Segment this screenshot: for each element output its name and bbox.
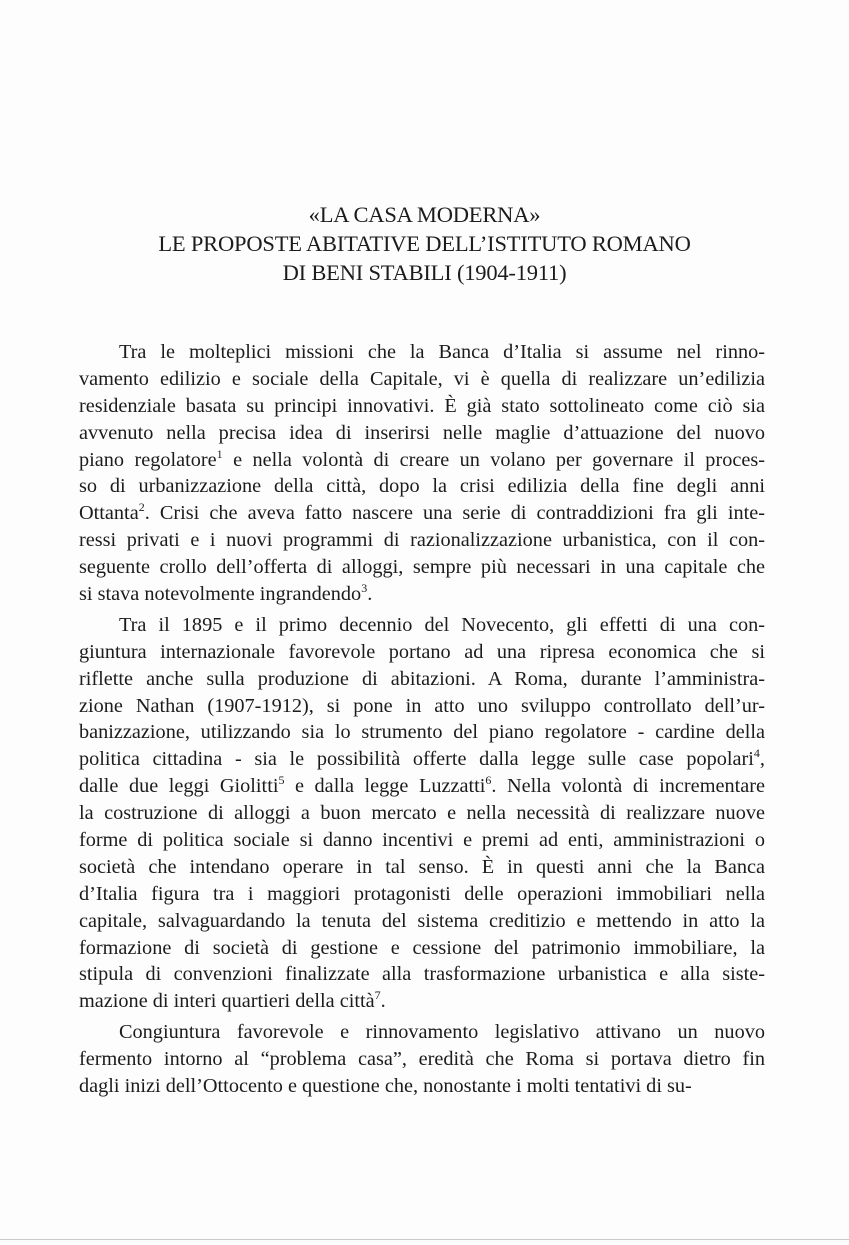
footnote-marker[interactable]: 6 [485, 773, 492, 788]
title-line-1: «LA CASA MODERNA» [308, 202, 541, 227]
text-line [79, 339, 765, 366]
text-run: . [380, 990, 386, 1013]
text-run: e nella volontà di creare un volano per governare il proces- [222, 448, 765, 471]
paragraph [79, 612, 765, 1015]
text-run: banizzazione, utilizzando sia lo strumento del piano regolatore - cardine della [79, 721, 765, 744]
text-line [79, 581, 765, 608]
text-line [79, 1073, 765, 1100]
footnote-marker[interactable]: 7 [374, 988, 381, 1003]
text-line [79, 420, 765, 447]
text-line [79, 1046, 765, 1073]
text-run: , [759, 748, 765, 771]
title-line-2: LE PROPOSTE ABITATIVE DELL’ISTITUTO ROMANO [158, 231, 691, 256]
text-line [79, 854, 765, 881]
text-line [79, 447, 765, 474]
title-line-3: DI BENI STABILI (1904-1911) [282, 260, 567, 285]
text-run: so di urbanizzazione della città, dopo la crisi edilizia della fine degli anni [79, 475, 765, 498]
text-run: stipula di convenzioni finalizzate alla trasformazione urbanistica e alla siste- [79, 963, 765, 986]
text-run: Tra il 1895 e il primo decennio del Novecento, gli effetti di una con- [119, 613, 765, 636]
text-run: dalle due leggi Giolitti [79, 775, 279, 798]
text-run: e dalla legge Luzzatti [284, 775, 486, 798]
footnote-marker[interactable]: 5 [278, 773, 285, 788]
text-line [79, 527, 765, 554]
text-run: Ottanta [79, 502, 139, 525]
text-line [79, 612, 765, 639]
footnote-marker[interactable]: 3 [361, 581, 368, 596]
text-run: giuntura internazionale favorevole portano ad una ripresa economica che si [79, 640, 765, 663]
text-line [79, 746, 765, 773]
text-line [79, 554, 765, 581]
text-line [79, 1019, 765, 1046]
text-run: zione Nathan (1907-1912), si pone in atto uno sviluppo controllato dell’ur- [79, 694, 765, 717]
text-line [79, 988, 765, 1015]
text-run: la costruzione di alloggi a buon mercato e nella necessità di realizzare nuove [79, 802, 765, 825]
chapter-title [60, 200, 789, 287]
text-run: . [367, 583, 373, 606]
text-line [79, 961, 765, 988]
text-run: forme di politica sociale si danno incentivi e premi ad enti, amministrazioni o [79, 829, 765, 852]
text-run: mazione di interi quartieri della città [79, 990, 375, 1013]
text-line [79, 827, 765, 854]
text-run: avvenuto nella precisa idea di inserirsi nelle maglie d’attuazione del nuovo [79, 421, 765, 444]
text-run: Tra le molteplici missioni che la Banca d’Italia si assume nel rinno- [119, 341, 765, 363]
text-line [79, 908, 765, 935]
footnote-marker[interactable]: 1 [216, 446, 223, 461]
footnote-marker[interactable]: 2 [138, 500, 145, 515]
text-run: . Nella volontà di incrementare [491, 775, 765, 798]
text-line [79, 393, 765, 420]
text-line [79, 639, 765, 666]
text-run: dagli inizi dell’Ottocento e questione che, nonostante i molti tentativi di su- [79, 1075, 692, 1098]
text-line [79, 935, 765, 962]
text-line [79, 693, 765, 720]
text-line [79, 473, 765, 500]
footnote-marker[interactable]: 4 [753, 746, 760, 761]
text-run: società che intendano operare in tal senso. È in questi anni che la Banca [79, 855, 765, 878]
text-run: Congiuntura favorevole e rinnovamento legislativo attivano un nuovo [119, 1021, 765, 1044]
text-line [79, 800, 765, 827]
text-run: seguente crollo dell’offerta di alloggi, sempre più necessari in una capitale che [79, 556, 765, 579]
paragraph [79, 1019, 765, 1100]
text-line [79, 881, 765, 908]
text-line [79, 773, 765, 800]
page-bottom-rule [0, 1239, 849, 1240]
text-run: d’Italia figura tra i maggiori protagonisti delle operazioni immobiliari nella [79, 882, 765, 905]
text-run: fermento intorno al “problema casa”, eredità che Roma si portava dietro fin [79, 1048, 765, 1071]
paragraph [79, 339, 765, 608]
text-run: riflette anche sulla produzione di abitazioni. A Roma, durante l’amministra- [79, 667, 765, 690]
text-run: vamento edilizio e sociale della Capitale, vi è quella di realizzare un’edilizia [79, 367, 765, 390]
text-run: piano regolatore [79, 448, 217, 471]
text-line [79, 666, 765, 693]
text-run: formazione di società di gestione e cessione del patrimonio immobiliare, la [79, 936, 765, 959]
text-run: ressi privati e i nuovi programmi di razionalizzazione urbanistica, con il con- [79, 529, 765, 552]
text-line [79, 719, 765, 746]
text-run: si stava notevolmente ingrandendo [79, 583, 362, 606]
text-run: capitale, salvaguardando la tenuta del sistema creditizio e mettendo in atto la [79, 909, 765, 932]
text-run: residenziale basata su principi innovativi. È già stato sottolineato come ciò sia [79, 394, 765, 417]
text-run: . Crisi che aveva fatto nascere una serie di contraddizioni fra gli inte- [144, 502, 765, 525]
body-text [79, 339, 765, 1100]
text-line [79, 500, 765, 527]
text-run: politica cittadina - sia le possibilità offerte dalla legge sulle case popolari [79, 748, 754, 771]
text-line [79, 366, 765, 393]
